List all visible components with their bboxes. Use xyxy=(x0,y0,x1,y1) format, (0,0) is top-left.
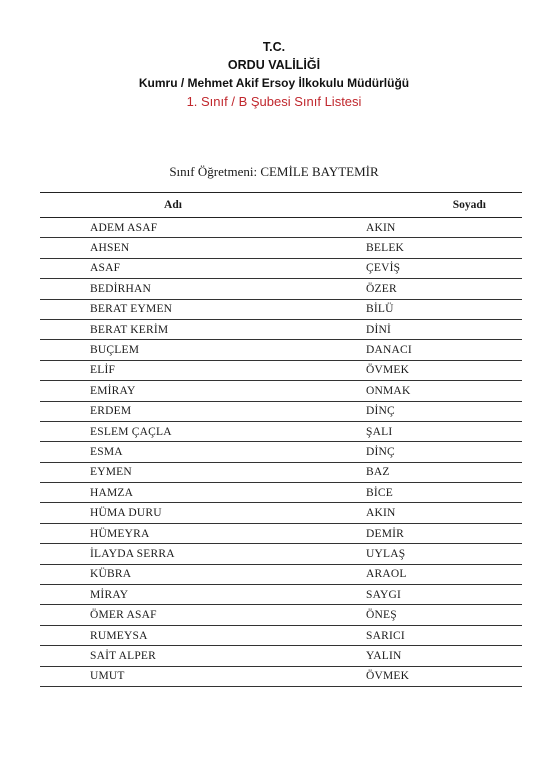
student-first-name: ESMA xyxy=(40,442,366,462)
header-class-title: 1. Sınıf / B Şubesi Sınıf Listesi xyxy=(186,94,362,109)
table-row xyxy=(40,218,522,238)
table-row xyxy=(40,564,522,584)
student-first-name: ÖMER ASAF xyxy=(40,605,366,625)
student-surname: ÖZER xyxy=(366,279,522,299)
student-first-name: ASAF xyxy=(40,258,366,278)
student-first-name: ESLEM ÇAÇLA xyxy=(40,421,366,441)
table-row xyxy=(40,666,522,686)
table-row xyxy=(40,503,522,523)
student-surname: DİNÇ xyxy=(366,401,522,421)
student-surname: DİNİ xyxy=(366,319,522,339)
table-row xyxy=(40,421,522,441)
student-surname: AKIN xyxy=(366,503,522,523)
class-roster-table xyxy=(40,192,522,687)
student-surname: BİCE xyxy=(366,483,522,503)
table-row xyxy=(40,625,522,645)
student-surname: DANACI xyxy=(366,340,522,360)
student-surname: UYLAŞ xyxy=(366,544,522,564)
student-surname: ÖVMEK xyxy=(366,360,522,380)
student-surname: ÖNEŞ xyxy=(366,605,522,625)
table-row xyxy=(40,523,522,543)
table-row xyxy=(40,340,522,360)
document-header xyxy=(0,38,548,111)
student-first-name: EYMEN xyxy=(40,462,366,482)
table-row xyxy=(40,646,522,666)
student-surname: ŞALI xyxy=(366,421,522,441)
student-first-name: EMİRAY xyxy=(40,381,366,401)
table-row xyxy=(40,442,522,462)
header-governorship: ORDU VALİLİĞİ xyxy=(227,58,321,72)
student-surname: ARAOL xyxy=(366,564,522,584)
header-school: Kumru / Mehmet Akif Ersoy İlkokulu Müdürlüğü xyxy=(138,76,410,90)
student-first-name: ERDEM xyxy=(40,401,366,421)
student-first-name: AHSEN xyxy=(40,238,366,258)
student-first-name: HÜMEYRA xyxy=(40,523,366,543)
student-first-name: HÜMA DURU xyxy=(40,503,366,523)
student-first-name: BEDİRHAN xyxy=(40,279,366,299)
student-surname: ONMAK xyxy=(366,381,522,401)
student-first-name: BUÇLEM xyxy=(40,340,366,360)
table-header-row xyxy=(40,193,522,218)
teacher-line: Sınıf Öğretmeni: CEMİLE BAYTEMİR xyxy=(169,164,379,179)
student-surname: BELEK xyxy=(366,238,522,258)
student-first-name: KÜBRA xyxy=(40,564,366,584)
student-first-name: RUMEYSA xyxy=(40,625,366,645)
table-row xyxy=(40,279,522,299)
table-row xyxy=(40,299,522,319)
student-surname: ÇEVİŞ xyxy=(366,258,522,278)
header-tc: T.C. xyxy=(262,40,286,54)
table-row xyxy=(40,238,522,258)
student-surname: YALIN xyxy=(366,646,522,666)
student-surname: DEMİR xyxy=(366,523,522,543)
table-row xyxy=(40,585,522,605)
column-header-name: Adı xyxy=(40,193,366,218)
student-first-name: ELİF xyxy=(40,360,366,380)
student-surname: BAZ xyxy=(366,462,522,482)
student-first-name: HAMZA xyxy=(40,483,366,503)
student-first-name: UMUT xyxy=(40,666,366,686)
table-body xyxy=(40,218,522,687)
student-surname: SAYGI xyxy=(366,585,522,605)
student-surname: DİNÇ xyxy=(366,442,522,462)
student-first-name: SAİT ALPER xyxy=(40,646,366,666)
table-row xyxy=(40,462,522,482)
student-surname: BİLÜ xyxy=(366,299,522,319)
table-row xyxy=(40,381,522,401)
student-first-name: BERAT KERİM xyxy=(40,319,366,339)
column-header-surname: Soyadı xyxy=(366,193,522,218)
student-surname: ÖVMEK xyxy=(366,666,522,686)
table-row xyxy=(40,258,522,278)
table-row xyxy=(40,401,522,421)
table-row xyxy=(40,544,522,564)
table-row xyxy=(40,360,522,380)
student-first-name: BERAT EYMEN xyxy=(40,299,366,319)
student-surname: AKIN xyxy=(366,218,522,238)
student-first-name: İLAYDA SERRA xyxy=(40,544,366,564)
table-row xyxy=(40,483,522,503)
table-row xyxy=(40,605,522,625)
student-surname: SARICI xyxy=(366,625,522,645)
student-first-name: ADEM ASAF xyxy=(40,218,366,238)
table-row xyxy=(40,319,522,339)
student-first-name: MİRAY xyxy=(40,585,366,605)
